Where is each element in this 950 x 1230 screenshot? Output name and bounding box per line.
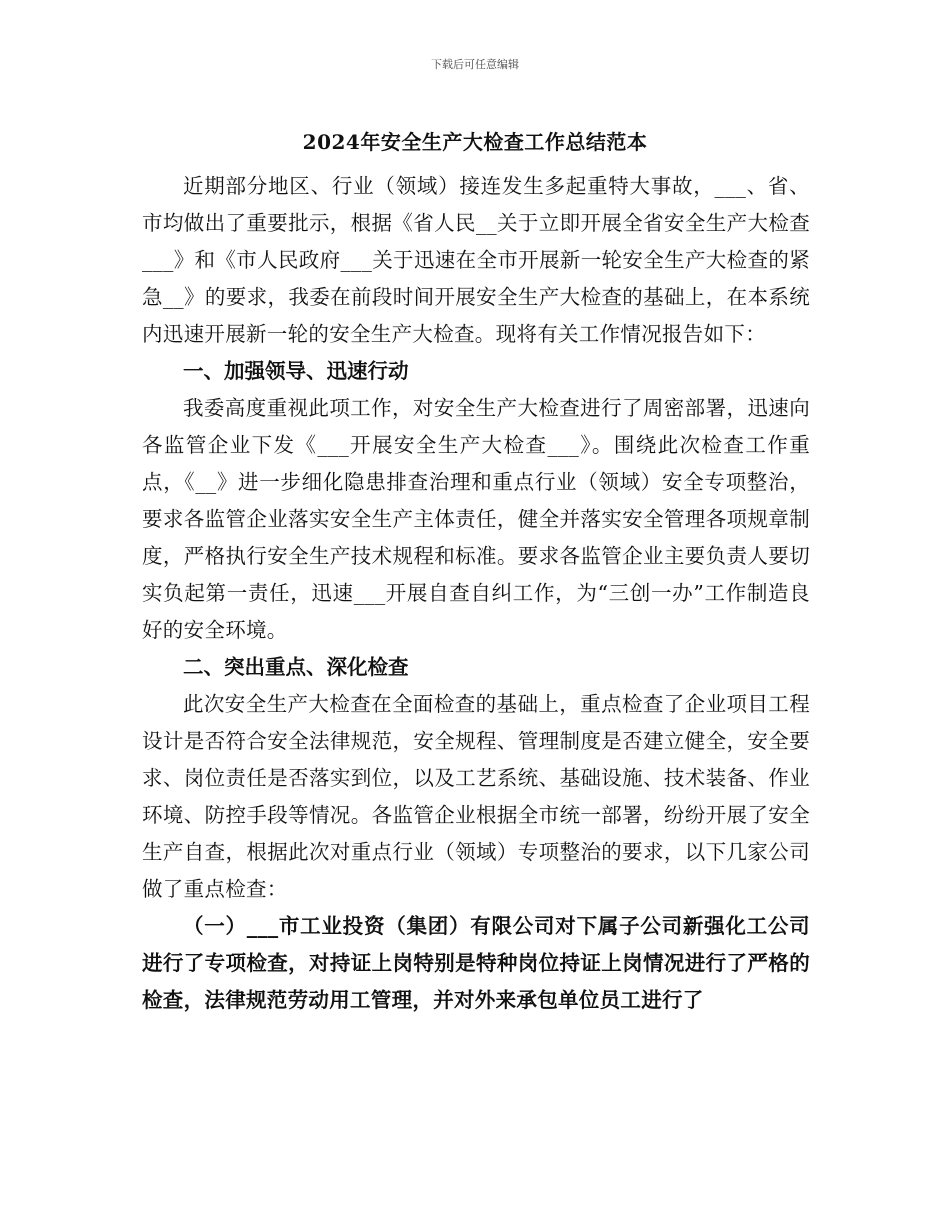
bold-paragraph: （一）___市工业投资（集团）有限公司对下属子公司新强化工公司进行了专项检查，对持证上岗特别是特种岗位持证上岗情况进行了严格的检查，法律规范劳动用工管理，并对外来承包单位员工进行了: [142, 914, 810, 1012]
section-paragraph-2: 此次安全生产大检查在全面检查的基础上，重点检查了企业项目工程设计是否符合安全法律规范，安全规程、管理制度是否建立健全，安全要求、岗位责任是否落实到位，以及工艺系统、基础设施、技术装备、作业环境、防控手段等情况。各监管企业根据全市统一部署，纷纷开展了安全生产自查，根据此次对重点行业（领域）专项整治的要求，以下几家公司做了重点检查：: [142, 692, 810, 901]
document-title: 2024年安全生产大检查工作总结范本: [302, 130, 648, 154]
intro-paragraph: 近期部分地区、行业（领域）接连发生多起重特大事故，___、省、市均做出了重要批示，根据《省人民__关于立即开展全省安全生产大检查___》和《市人民政府___关于迅速在全市开展新一轮安全生产大检查的紧急__》的要求，我委在前段时间开展安全生产大检查的基础上，在本系统内迅速开展新一轮的安全生产大检查。现将有关工作情况报告如下：: [142, 174, 810, 346]
document-body: [142, 168, 810, 1019]
section-heading-2: 二、突出重点、深化检查: [183, 655, 409, 679]
section-heading-1: 一、加强领导、迅速行动: [183, 359, 409, 383]
header-note: 下载后可任意编辑: [431, 58, 519, 71]
section-paragraph-1: 我委高度重视此项工作，对安全生产大检查进行了周密部署，迅速向各监管企业下发《___开展安全生产大检查___》。围绕此次检查工作重点，《__》进一步细化隐患排查治理和重点行业（领域）安全专项整治，要求各监管企业落实安全生产主体责任，健全并落实安全管理各项规章制度，严格执行安全生产技术规程和标准。要求各监管企业主要负责人要切实负起第一责任，迅速___开展自查自纠工作，为“三创一办”工作制造良好的安全环境。: [142, 396, 810, 642]
